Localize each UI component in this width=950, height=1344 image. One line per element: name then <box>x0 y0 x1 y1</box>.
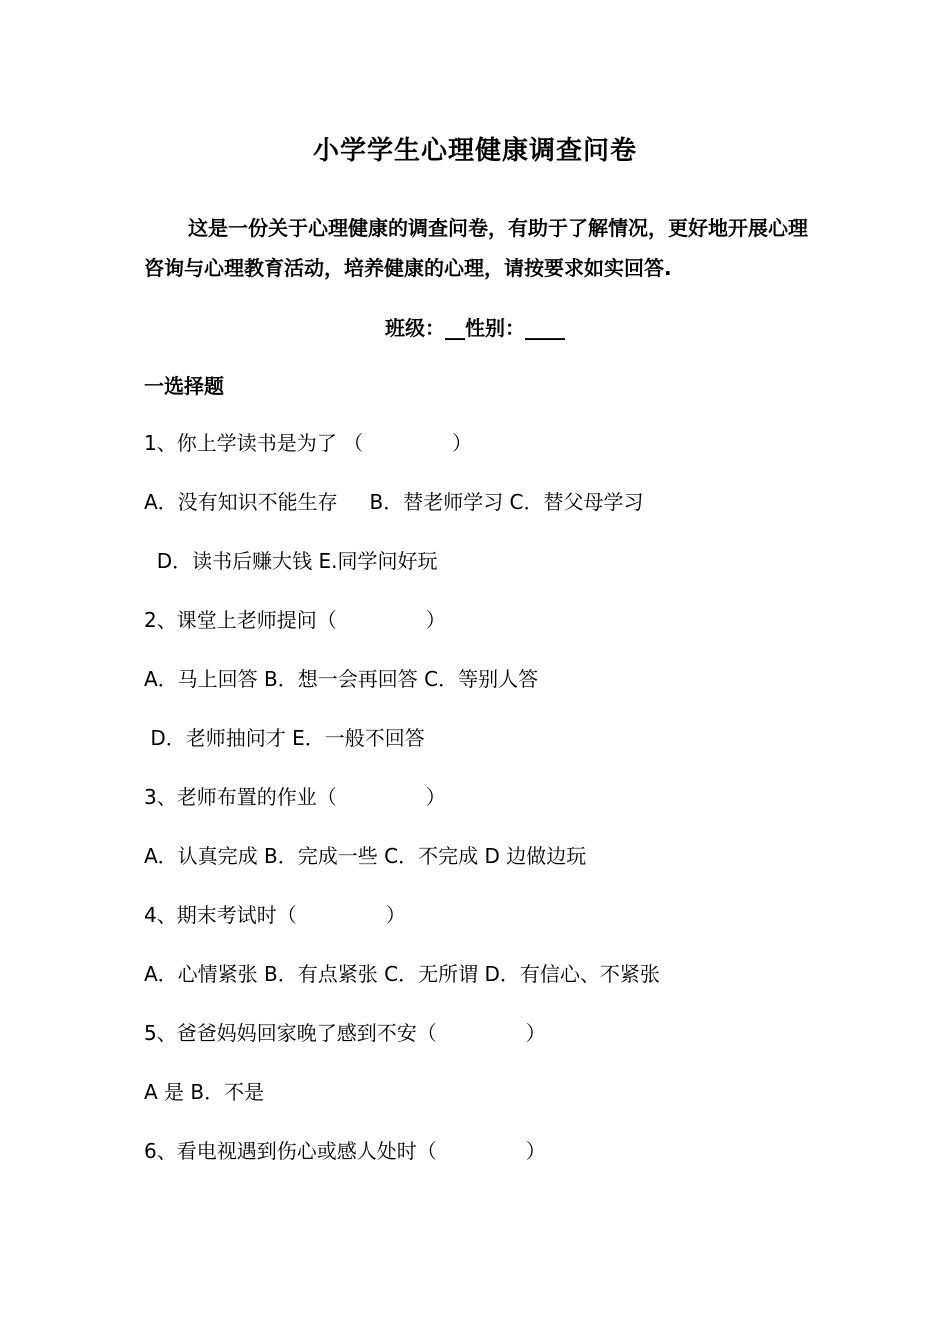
question-5-options: A 是 B．不是 <box>144 1080 265 1104</box>
question-3: 3、老师布置的作业（ ） <box>144 785 446 809</box>
question-2-options-b: D．老师抽问才 E．一般不回答 <box>144 726 425 750</box>
question-4: 4、期末考试时（ ） <box>144 903 406 927</box>
question-5: 5、爸爸妈妈回家晚了感到不安（ ） <box>144 1021 546 1045</box>
question-1-options-a: A．没有知识不能生存 B．替老师学习 C．替父母学习 <box>144 490 644 514</box>
question-3-options: A．认真完成 B．完成一些 C．不完成 D 边做边玩 <box>144 844 587 868</box>
question-2-options-a: A．马上回答 B．想一会再回答 C．等别人答 <box>144 667 539 691</box>
question-6: 6、看电视遇到伤心或感人处时（ ） <box>144 1139 546 1163</box>
intro-paragraph: 这是一份关于心理健康的调查问卷，有助于了解情况，更好地开展心理咨询与心理教育活动，培养健康的心理，请按要求如实回答. <box>144 216 808 280</box>
question-2: 2、课堂上老师提问（ ） <box>144 608 446 632</box>
page-title: 小学学生心理健康调查问卷 <box>312 136 637 166</box>
question-1: 1、你上学读书是为了 （ ） <box>144 431 473 455</box>
section-title: 一选择题 <box>144 374 224 398</box>
class-gender-line: 班级：__性别：____ <box>385 316 565 340</box>
question-1-options-b: D．读书后赚大钱 E.同学问好玩 <box>144 549 438 573</box>
question-4-options: A．心情紧张 B．有点紧张 C．无所谓 D．有信心、不紧张 <box>144 962 660 986</box>
